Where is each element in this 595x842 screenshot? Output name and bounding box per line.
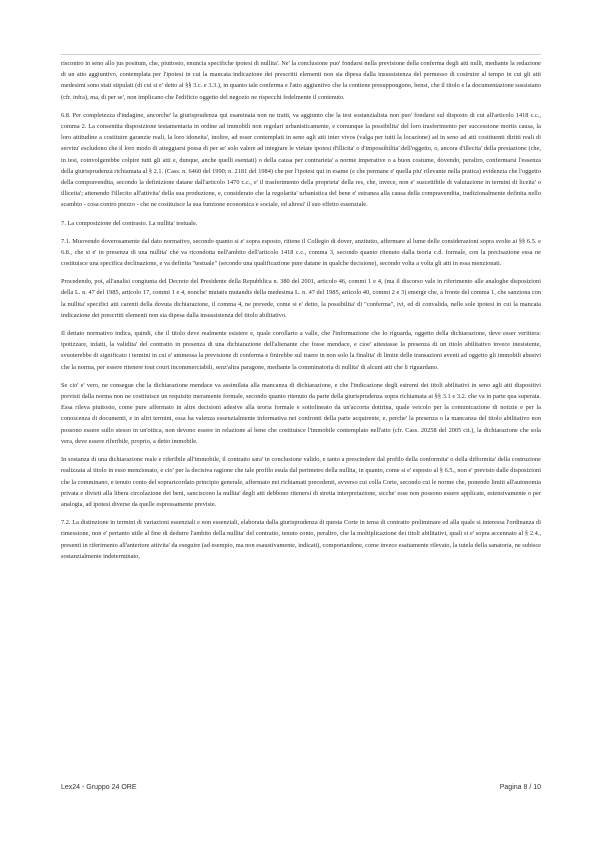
- paragraph: Il dettato normativo indica, quindi, che il titolo deve realmente esistere e, quale corollario a valle, che l'informazione che lo riguarda, oggetto della dichiarazione, deve esser veritiera: ipotizzare, infatti, la validita' del contratto in presenza di una dichiarazione dell'alienante che fosse mendace, e cioe' attestasse la presenza di un titolo abilitativo invece inesistente, svuoterebbe di significato i termini in cui e' ammessa la previsione di conferma e finirebbe sul traere in non solo la finalita' di limite delle transazioni aventi ad oggetto gli immobili abusivi che la norma, per essere ritenere tout court incommerciabili, senz'altra paragone, mediante la comminatoria di nullita' di alcuni atti che li riguardano.: [61, 330, 541, 371]
- document-body: [61, 58, 541, 569]
- page-number: Pagina 8 / 10: [499, 784, 541, 791]
- footer-source: Lex24 - Gruppo 24 ORE: [61, 784, 137, 791]
- paragraph: 7.1. Muovendo doverosamente dal dato normativo, secondo quanto si e' sopra esposto, ritiene il Collegio di dover, anzitutto, affermare al lume delle considerazioni sopra svolte ai §§ 6.5. e 6.8., che si e' in presenza di una nullita' che va ricondotta nell'ambito dell'articolo 1418 c.c., comma 3, secondo quanto ritenuto dalla teoria c.d. formale, con la precisazione essa ne costituisce una specifica declinazione, e va definita "testuale" (secondo una qualificazione pure datane in qualche decisione), secondo volta a volta gli atti in essa menzionati.: [61, 237, 541, 268]
- paragraph: 7.2. La distinzione in termini di variazioni essenziali e non essenziali, elaborata dalla giurisprudenza di questa Corte in tema di contratto preliminare ed alla quale si interessa l'ordinanza di rimessione, non e' pertanto utile al fine di dedurre l'ambito della nullita' del contratto, tenuto conto, peraltro, che la moltiplicazione dei titoli abilitativi, quali si e' sopra accennato al § 2.4., presenti in riferimento all'anteriore attivita' da eseguire (ad esempio, ma non esaustivamente, indicati), comportandone, come invece esattamente rilevato, la tutela della sanatoria, ne subisce sostanzialmente indeterminato,: [61, 519, 541, 560]
- section-heading: 7. La composizione del contrasto. La nullita' testuale.: [61, 219, 198, 227]
- paragraph: riscontro in seno allo jus positum, che, piuttosto, enuncia specifiche ipotesi di nullita'. Ne' la conclusione puo' fondarsi nella previsione della conferma degli atti nulli, mediante la redazione di un atto aggiuntivo, contemplata per l'ipotesi in cui la mancata indicazione dei prescritti elementi non sia dipesa dalla insussistenza del permesso di costruire al tempo in cui gli atti medesimi sono stati stipulati (di cui si e' detto al §§ 3.c. e 3.3.), in quanto tale conferma e l'atto aggiuntivo che la contiene presuppongono, bensi, che il titolo e la documentazione sussistano (cfr. infra), ma, di per se', non implicano che l'edificio oggetto del negozio ne rispecchi fedelmente il contenuto.: [61, 60, 541, 101]
- paragraph: Procedendo, poi, all'analisi congiunta del Decreto del Presidente della Repubblica n. 380 del 2001, articolo 46, commi 1 e 4, (ma il discorso vale in riferimento alle analoghe disposizioni della L. n. 47 del 1985, articolo 17, commi 1 e 4, nonche' mutatis mutandis della medesima L. n. 47 del 1985, articolo 40, commi 2 e 3) emerge che, a fronte del comma 1, che sanziona con la nullita' specifici atti carenti della dovuta dichiarazione, il comma 4, ne prevede, come si e' detto, la possibilita' di "conferma", ivi, ed di convalida, nelle sole ipotesi in cui la mancata indicazione dei prescritti elementi non sia dipesa dalla insussistenza del titolo abilitativo.: [61, 278, 541, 319]
- top-rule: [61, 54, 541, 55]
- page-footer: [61, 784, 541, 791]
- paragraph: In sostanza di una dichiarazione reale e riferibile all'immobile, il contratto sara' in conclusione valido, e tanto a prescindere dal profilo della conformita' o della difformita' della costruzione realizzata al titolo in esso menzionato, e cio' per la decisiva ragione che tale profilo esula dal perimetro della nullita, in quanto, come si e' esposto al § 6.5., non e' previsto dalle disposizioni che la comminano, e tenuto conto del sopraricordato principio generale, affermato nei richiamati precedenti, avverso cui colla Corte, secondo cui le norme che, ponendo limiti all'autonomia privata e divieti alla libera circolazione dei beni, sanciscono la nullita' degli atti debbono ritenersi di stretta interpretazione, sicche' esse non possono essere applicate, estensivamente o per analogia, ad ipotesi diverse da quelle espressamente previste.: [61, 456, 541, 508]
- paragraph: Se cio' e' vero, ne consegue che la dichiarazione mendace va assimilata alla mancanza di dichiarazione, e che l'indicazione degli estremi dei titoli abilitativi in seno agli atti dispositivi previsti dalla norma non ne costituisce un requisito meramente formale, secondo quanto ritenuto da parte della giurisprudenza sopra richiamata ai §§ 3.1 e 3.2. che va in parte qua superata. Essa rileva piuttosto, come pure affermato in altre decisioni adesive alla teoria formale e sottolineato da un'accorta dottrina, quale veicolo per la comunicazione di notizie e per la conoscenza di documenti, e in altri termini, essa ha valenza essenzialmente informativa nei confronti della parte acquirente, e, perche' la presenza o la mancanza del titolo abilitativo non possono essere sullo stesso in un'ottica, non devono essere in relazione al bene che costituisce l'immobile contemplato nell'atto (cfr. Cass. 20258 del 2005 cit.), la dichiarazione che sola vera, deve essere riferibile, proprio, a detto immobile.: [61, 381, 541, 445]
- paragraph: 6.8. Per completezza d'indagine, ancorche' la giurisprudenza qui esaminata non ne tratti, va aggiunto che la tesi sostanzialista non puo' fondarsi sul disposto di cui all'articolo 1418 c.c., comma 2. La consentita disposizione testamentaria in ordine ad immobili non regolari urbanisticamente, e comunque la possibilita' del loro trasferimento per successione mortis causa, la loro attitudine a costituire garanzie reali, la loro idoneita', inoltre, ad esser contemplati in seno agli atti inter vivos (valga per tutti la locazione) ad in seno ad atti costituenti diritti reali di servitu' escludono che il loro modo di atteggiarsi possa di per se' solo valere ad integrare le vietate ipotesi d'illicita' o d'impossibilita' dell'oggetto, o, ancora d'illecita' della prestazione (che, in tesi, coinvolgerebbe colpire tutti gli atti e, dunque, anche quelli esentati) o della causa per contrarieta' a norme imperative o a buon costume, dovendo, peraltro, confermarsi l'essenza della giurisprudenza richiamata al § 2.1. (Cass. n. 6460 del 1990; n. 2181 del 1984) che per l'ipotesi qui in esame (e che permane e' quella piu' rilevante nella pratica) evidenzia che l'oggetto della compravendita, secondo la definizione datane dall'articolo 1470 c.c., e' il trasferimento della proprieta' della res, che, invece, non e' suscettibile di valutazione in termini di liceita' o illiceita'; attenendo l'illecito all'attivita' della sua produzione, e, considerato che la regolarita' urbanistica del bene e' estranea alla causa della compravendita, tradizionalmente definita nello scambio - cosa contro prezzo - che ne costituisce la sua funzione economica e sociale, ed altresi' il suo effetto essenziale.: [61, 111, 541, 209]
